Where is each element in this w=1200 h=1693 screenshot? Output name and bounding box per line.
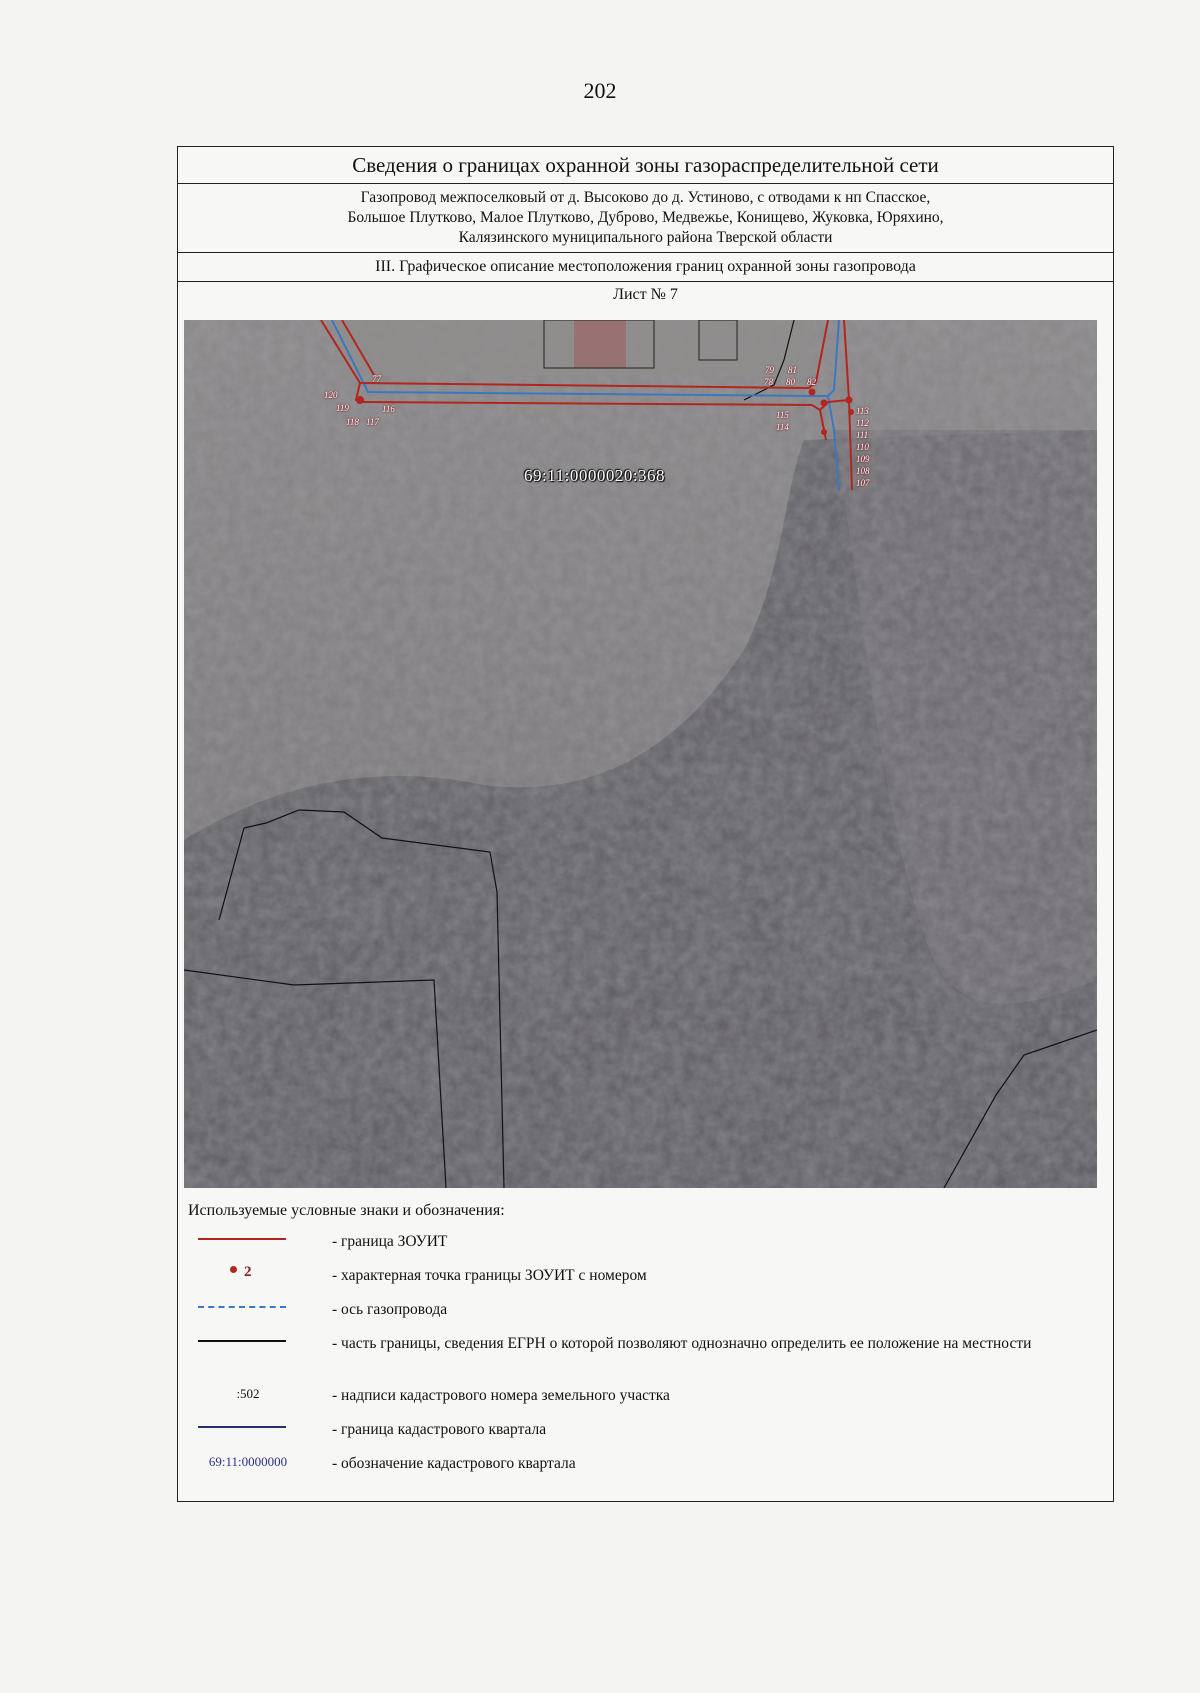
legend-label: - часть границы, сведения ЕГРН о которой позволяют однозначно определить ее положение на местности [332, 1335, 1032, 1352]
legend [188, 1202, 1088, 1484]
zone-boundary-symbol [198, 1228, 308, 1250]
point-label-110: 110 [856, 442, 869, 452]
zone-point [848, 409, 854, 415]
quarter-label-example: 69:11:0000000 [208, 1454, 288, 1469]
point-label-78: 78 [764, 377, 773, 387]
legend-row-pipeline-axis [188, 1296, 1088, 1330]
legend-label: - надписи кадастрового номера земельного участка [332, 1387, 670, 1404]
page-number: 202 [583, 78, 617, 103]
point-label-109: 109 [856, 454, 870, 464]
point-label-116: 116 [382, 404, 395, 414]
zone-point [809, 389, 816, 396]
building [574, 320, 626, 368]
pipeline-axis-symbol [198, 1296, 308, 1318]
point-label-81: 81 [788, 365, 797, 375]
legend-label: - граница кадастрового квартала [332, 1421, 547, 1438]
parcel-label-example: :502 [236, 1386, 260, 1401]
point-label-114: 114 [776, 422, 789, 432]
egrn-boundary-symbol [198, 1330, 308, 1352]
point-label-112: 112 [856, 418, 869, 428]
object-description [178, 184, 1113, 253]
point-label-107: 107 [856, 478, 870, 488]
cadastral-parcel-label: 69:11:0000020:368 [524, 466, 666, 485]
legend-row-quarter-boundary [188, 1416, 1088, 1450]
parcel-label-symbol [198, 1382, 308, 1404]
zone-point [356, 396, 364, 404]
zone-point [821, 400, 828, 407]
object-description-line-3: Калязинского муниципального района Тверской области [458, 229, 833, 246]
legend-label: - граница ЗОУИТ [332, 1233, 448, 1250]
point-label-117: 117 [366, 417, 379, 427]
point-label-82: 82 [807, 377, 816, 387]
document-title: Сведения о границах охранной зоны газораспределительной сети [178, 147, 1113, 184]
legend-row-egrn-boundary [188, 1330, 1088, 1382]
legend-row-zone-boundary [188, 1228, 1088, 1262]
point-label-115: 115 [776, 410, 789, 420]
point-label-79: 79 [765, 365, 774, 375]
map-image [184, 320, 1097, 1188]
zone-point [846, 397, 853, 404]
section-title: III. Графическое описание местоположения границ охранной зоны газопровода [178, 253, 1113, 282]
legend-row-quarter-label [188, 1450, 1088, 1484]
object-description-line-2: Большое Плутково, Малое Плутково, Дуброво, Медвежье, Конищево, Жуковка, Юряхино, [347, 209, 944, 226]
legend-label: - обозначение кадастрового квартала [332, 1455, 576, 1472]
quarter-boundary-symbol [198, 1416, 308, 1438]
point-label-113: 113 [856, 406, 869, 416]
zone-point-symbol-number: 2 [244, 1264, 252, 1280]
zone-point-symbol [198, 1262, 308, 1284]
legend-title: Используемые условные знаки и обозначения: [188, 1202, 505, 1219]
point-label-111: 111 [856, 430, 869, 440]
quarter-label-symbol [198, 1450, 308, 1472]
point-label-120: 120 [324, 390, 338, 400]
point-label-80: 80 [786, 377, 795, 387]
object-description-line-1: Газопровод межпоселковый от д. Высоково до д. Устиново, с отводами к нп Спасское, [360, 189, 931, 206]
legend-row-parcel-label [188, 1382, 1088, 1416]
point-label-77: 77 [372, 374, 381, 384]
sheet-number: Лист № 7 [613, 286, 678, 303]
point-label-108: 108 [856, 466, 870, 476]
point-label-118: 118 [346, 417, 359, 427]
map-canvas [184, 320, 1097, 1188]
document-frame [177, 146, 1114, 1502]
zone-point [821, 429, 827, 435]
point-label-119: 119 [336, 403, 349, 413]
legend-label: - характерная точка границы ЗОУИТ с номером [332, 1267, 647, 1284]
legend-label: - ось газопровода [332, 1301, 448, 1318]
legend-row-zone-point [188, 1262, 1088, 1296]
